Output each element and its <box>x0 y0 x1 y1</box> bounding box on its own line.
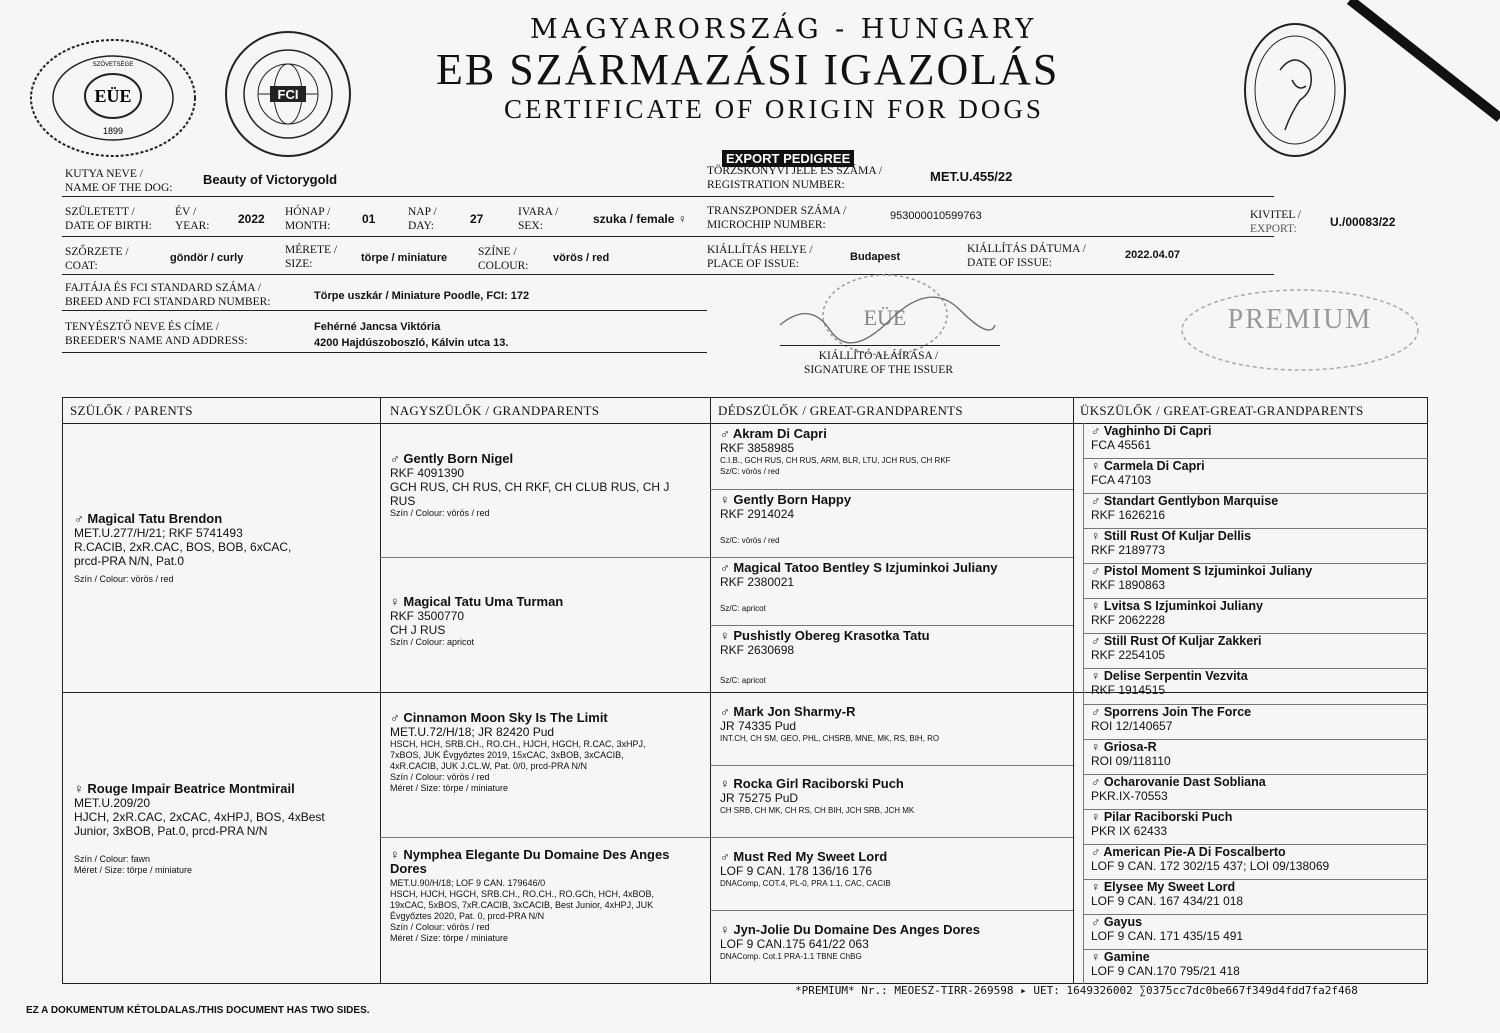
great-great-grandparent-13: ♂ American Pie-A Di Foscalberto LOF 9 CAN. 172 302/15 437; LOI 09/138069 <box>1091 845 1330 873</box>
chip-number: 953000010599763 <box>890 210 982 222</box>
dog-name: Beauty of Victorygold <box>203 172 338 187</box>
export-label: KIVITEL / EXPORT: <box>1250 209 1301 235</box>
mee-seal-icon <box>28 38 198 158</box>
svg-text:1899: 1899 <box>102 126 124 136</box>
svg-text:EÜE: EÜE <box>94 86 132 106</box>
great-grandparent-5: ♂ Mark Jon Sharmy-R JR 74335 Pud INT.CH, CH SM, GEO, PHL, CHSRB, MNE, MK, RS, BIH, RO <box>720 704 940 743</box>
birth-label: SZÜLETETT / DATE OF BIRTH: <box>65 206 152 232</box>
sex-value: szuka / female ♀ <box>593 212 687 226</box>
great-great-grandparent-12: ♀ Pilar Raciborski Puch PKR IX 62433 <box>1091 810 1233 838</box>
great-great-grandparent-5: ♂ Pistol Moment S Izjuminkoi Juliany RKF 1890863 <box>1091 564 1313 592</box>
reg-number: MET.U.455/22 <box>930 169 1013 184</box>
breeder-info: Fehérné Jancsa Viktória 4200 Hajdúszoboszló, Kálvin utca 13. <box>314 321 509 349</box>
grandparent-4: ♀ Nymphea Elegante Du Domaine Des Anges Dores MET.U.90/H/18; LOF 9 CAN. 179646/0 HSCH, HJCH, HGCH, SRB.CH., RO.CH., RO.GCh, HCH, 4xBOB, 19xCAC, 5xBOS, 7xR.CACIB, 3xCACIB, Best Junior, 4xHPJ, JUK Évgyőztes 2020, Pat. 0, prcd-PRA N/N Szín / Colour: vörös / red Méret / Size: törpe / miniature <box>390 847 670 943</box>
great-great-grandparent-8: ♀ Delise Serpentin Vezvita RKF 1914515 <box>1091 669 1248 697</box>
great-grandparent-8: ♀ Jyn-Jolie Du Domaine Des Anges Dores LOF 9 CAN.175 641/22 063 DNAComp. Cot.1 PRA-1.1 TBNE ChBG <box>720 922 980 961</box>
document-subtitle: CERTIFICATE OF ORIGIN FOR DOGS <box>504 94 1044 124</box>
colour-value: vörös / red <box>553 252 610 264</box>
size-value: törpe / miniature <box>361 252 448 264</box>
great-grandparent-2: ♀ Gently Born Happy RKF 2914024 Sz/C: vörös / red <box>720 492 852 545</box>
breed-label: FAJTÁJA ÉS FCI STANDARD SZÁMA / BREED AND FCI STANDARD NUMBER: <box>65 282 271 308</box>
great-great-grandparent-2: ♀ Carmela Di Capri FCA 47103 <box>1091 459 1205 487</box>
size-label: MÉRETE / SIZE: <box>285 244 338 270</box>
place-label: KIÁLLÍTÁS HELYE / PLACE OF ISSUE: <box>707 244 813 270</box>
place-value: Budapest <box>850 251 901 263</box>
parent-sire: ♂ Magical Tatu Brendon MET.U.277/H/21; RKF 5741493 R.CACIB, 2xR.CAC, BOS, BOB, 6xCAC, prcd-PRA N/N, Pat.0 Szín / Colour: vörös / red <box>74 511 292 584</box>
year-label: ÉV / YEAR: <box>175 206 210 232</box>
great-great-grandparent-16: ♀ Gamine LOF 9 CAN.170 795/21 418 <box>1091 950 1240 978</box>
header-great-grandparents: DÉDSZÜLŐK / GREAT-GRANDPARENTS <box>718 403 963 418</box>
document-title: EB SZÁRMAZÁSI IGAZOLÁS <box>436 45 1060 94</box>
great-great-grandparent-9: ♂ Sporrens Join The Force ROI 12/140657 <box>1091 705 1252 733</box>
header-great-great-grandparents: ÜKSZÜLŐK / GREAT-GREAT-GRANDPARENTS <box>1080 403 1364 418</box>
premium-stamp-icon <box>1180 288 1420 372</box>
svg-text:EÜE: EÜE <box>863 305 907 330</box>
svg-text:FCI: FCI <box>277 87 299 102</box>
issue-date: 2022.04.07 <box>1125 249 1181 261</box>
colour-label: SZÍNE / COLOUR: <box>478 246 529 272</box>
country-title: MAGYARORSZÁG - HUNGARY <box>530 14 1038 45</box>
premium-verification-code: *PREMIUM* Nr.: MEOESZ-TIRR-269598 ▸ UET: 1649326002 ∑0375cc7dc0be667f349d4fdd7fa2f468 <box>795 984 1358 997</box>
grandparent-2: ♀ Magical Tatu Uma Turman RKF 3500770 CH J RUS Szín / Colour: apricot <box>390 594 564 647</box>
export-number: U./00083/22 <box>1330 215 1396 229</box>
export-pedigree-tag: EXPORT PEDIGREE <box>722 150 854 167</box>
two-sided-note: EZ A DOKUMENTUM KÉTOLDALAS./THIS DOCUMENT HAS TWO SIDES. <box>26 1005 370 1016</box>
great-grandparent-7: ♂ Must Red My Sweet Lord LOF 9 CAN. 178 136/16 176 DNAComp, COT.4, PL-0, PRA 1.1, CAC, CACIB <box>720 849 891 888</box>
great-grandparent-6: ♀ Rocka Girl Raciborski Puch JR 75275 PuD CH SRB, CH MK, CH RS, CH BIH, JCH SRB, JCH MK <box>720 776 915 815</box>
day-label: NAP / DAY: <box>408 206 437 232</box>
great-great-grandparent-10: ♀ Griosa-R ROI 09/118110 <box>1091 740 1171 768</box>
date-label: KIÁLLÍTÁS DÁTUMA / DATE OF ISSUE: <box>967 243 1086 269</box>
sex-label: IVARA / SEX: <box>518 206 559 232</box>
signature-stamp-icon <box>770 270 1000 360</box>
ggg-column-border <box>1083 423 1084 984</box>
great-great-grandparent-11: ♂ Ocharovanie Dast Sobliana PKR.IX-70553 <box>1091 775 1266 803</box>
coat-label: SZŐRZETE / COAT: <box>65 246 129 272</box>
parent-dam: ♀ Rouge Impair Beatrice Montmirail MET.U.209/20 HJCH, 2xR.CAC, 2xCAC, 4xHPJ, BOS, 4xBest Junior, 3xBOB, Pat.0, prcd-PRA N/N Szín / Colour: fawn Méret / Size: törpe / miniature <box>74 781 325 875</box>
birth-year: 2022 <box>238 212 265 226</box>
great-great-grandparent-15: ♂ Gayus LOF 9 CAN. 171 435/15 491 <box>1091 915 1244 943</box>
svg-text:SZÖVETSÉGE: SZÖVETSÉGE <box>92 62 134 68</box>
birth-day: 27 <box>470 212 484 226</box>
great-great-grandparent-7: ♂ Still Rust Of Kuljar Zakkeri RKF 2254105 <box>1091 634 1262 662</box>
breeder-label: TENYÉSZTŐ NEVE ÉS CÍME / BREEDER'S NAME AND ADDRESS: <box>65 321 248 347</box>
chip-label: TRANSZPONDER SZÁMA / MICROCHIP NUMBER: <box>707 205 847 231</box>
great-great-grandparent-3: ♂ Standart Gentlybon Marquise RKF 1626216 <box>1091 494 1279 522</box>
corner-ribbon-icon <box>1340 0 1500 130</box>
fci-seal-icon <box>222 28 354 160</box>
great-grandparent-4: ♀ Pushistly Obereg Krasotka Tatu RKF 2630698 Sz/C: apricot <box>720 628 930 685</box>
reg-label: TÖRZSKÖNYVI JELE ÉS SZÁMA / REGISTRATION NUMBER: <box>707 165 883 191</box>
grandparent-3: ♂ Cinnamon Moon Sky Is The Limit MET.U.72/H/18; JR 82420 Pud HSCH, HCH, SRB.CH., RO.CH., HJCH, HGCH, R.CAC, 3xHPJ, 7xBOS, JUK Évgyőztes 2019, 15xCAC, 3xBOB, 3xCACIB, 4xR.CACIB, JUK J.CL.W, Pat. 0/0, prcd-PRA N/N Szín / Colour: vörös / red Méret / Size: törpe / miniature <box>390 710 646 793</box>
grandparent-1: ♂ Gently Born Nigel RKF 4091390 GCH RUS, CH RUS, CH RKF, CH CLUB RUS, CH J RUS Szín / Colour: vörös / red <box>390 451 670 518</box>
header-grandparents: NAGYSZÜLŐK / GRANDPARENTS <box>390 403 600 418</box>
birth-month: 01 <box>362 212 376 226</box>
coat-value: göndör / curly <box>170 252 244 264</box>
dog-name-label: KUTYA NEVE / NAME OF THE DOG: <box>65 168 173 194</box>
great-great-grandparent-4: ♀ Still Rust Of Kuljar Dellis RKF 2189773 <box>1091 529 1252 557</box>
signature-label: KIÁLLÍTÓ ALÁÍRÁSA / SIGNATURE OF THE ISSUER <box>804 350 953 376</box>
great-grandparent-3: ♂ Magical Tatoo Bentley S Izjuminkoi Juliany RKF 2380021 Sz/C: apricot <box>720 560 998 613</box>
great-grandparent-1: ♂ Akram Di Capri RKF 3858985 C.I.B., GCH RUS, CH RUS, ARM, BLR, LTU, JCH RUS, CH RKF Sz/C: vörös / red <box>720 426 951 476</box>
great-great-grandparent-1: ♂ Vaghinho Di Capri FCA 45561 <box>1091 424 1212 452</box>
great-great-grandparent-6: ♀ Lvitsa S Izjuminkoi Juliany RKF 2062228 <box>1091 599 1263 627</box>
breed-value: Törpe uszkár / Miniature Poodle, FCI: 172 <box>314 290 530 302</box>
club-seal-icon <box>1240 20 1350 160</box>
great-great-grandparent-14: ♀ Elysee My Sweet Lord LOF 9 CAN. 167 434/21 018 <box>1091 880 1244 908</box>
svg-text:PREMIUM: PREMIUM <box>1227 304 1373 335</box>
header-parents: SZÜLŐK / PARENTS <box>70 403 193 418</box>
month-label: HÓNAP / MONTH: <box>285 206 331 232</box>
